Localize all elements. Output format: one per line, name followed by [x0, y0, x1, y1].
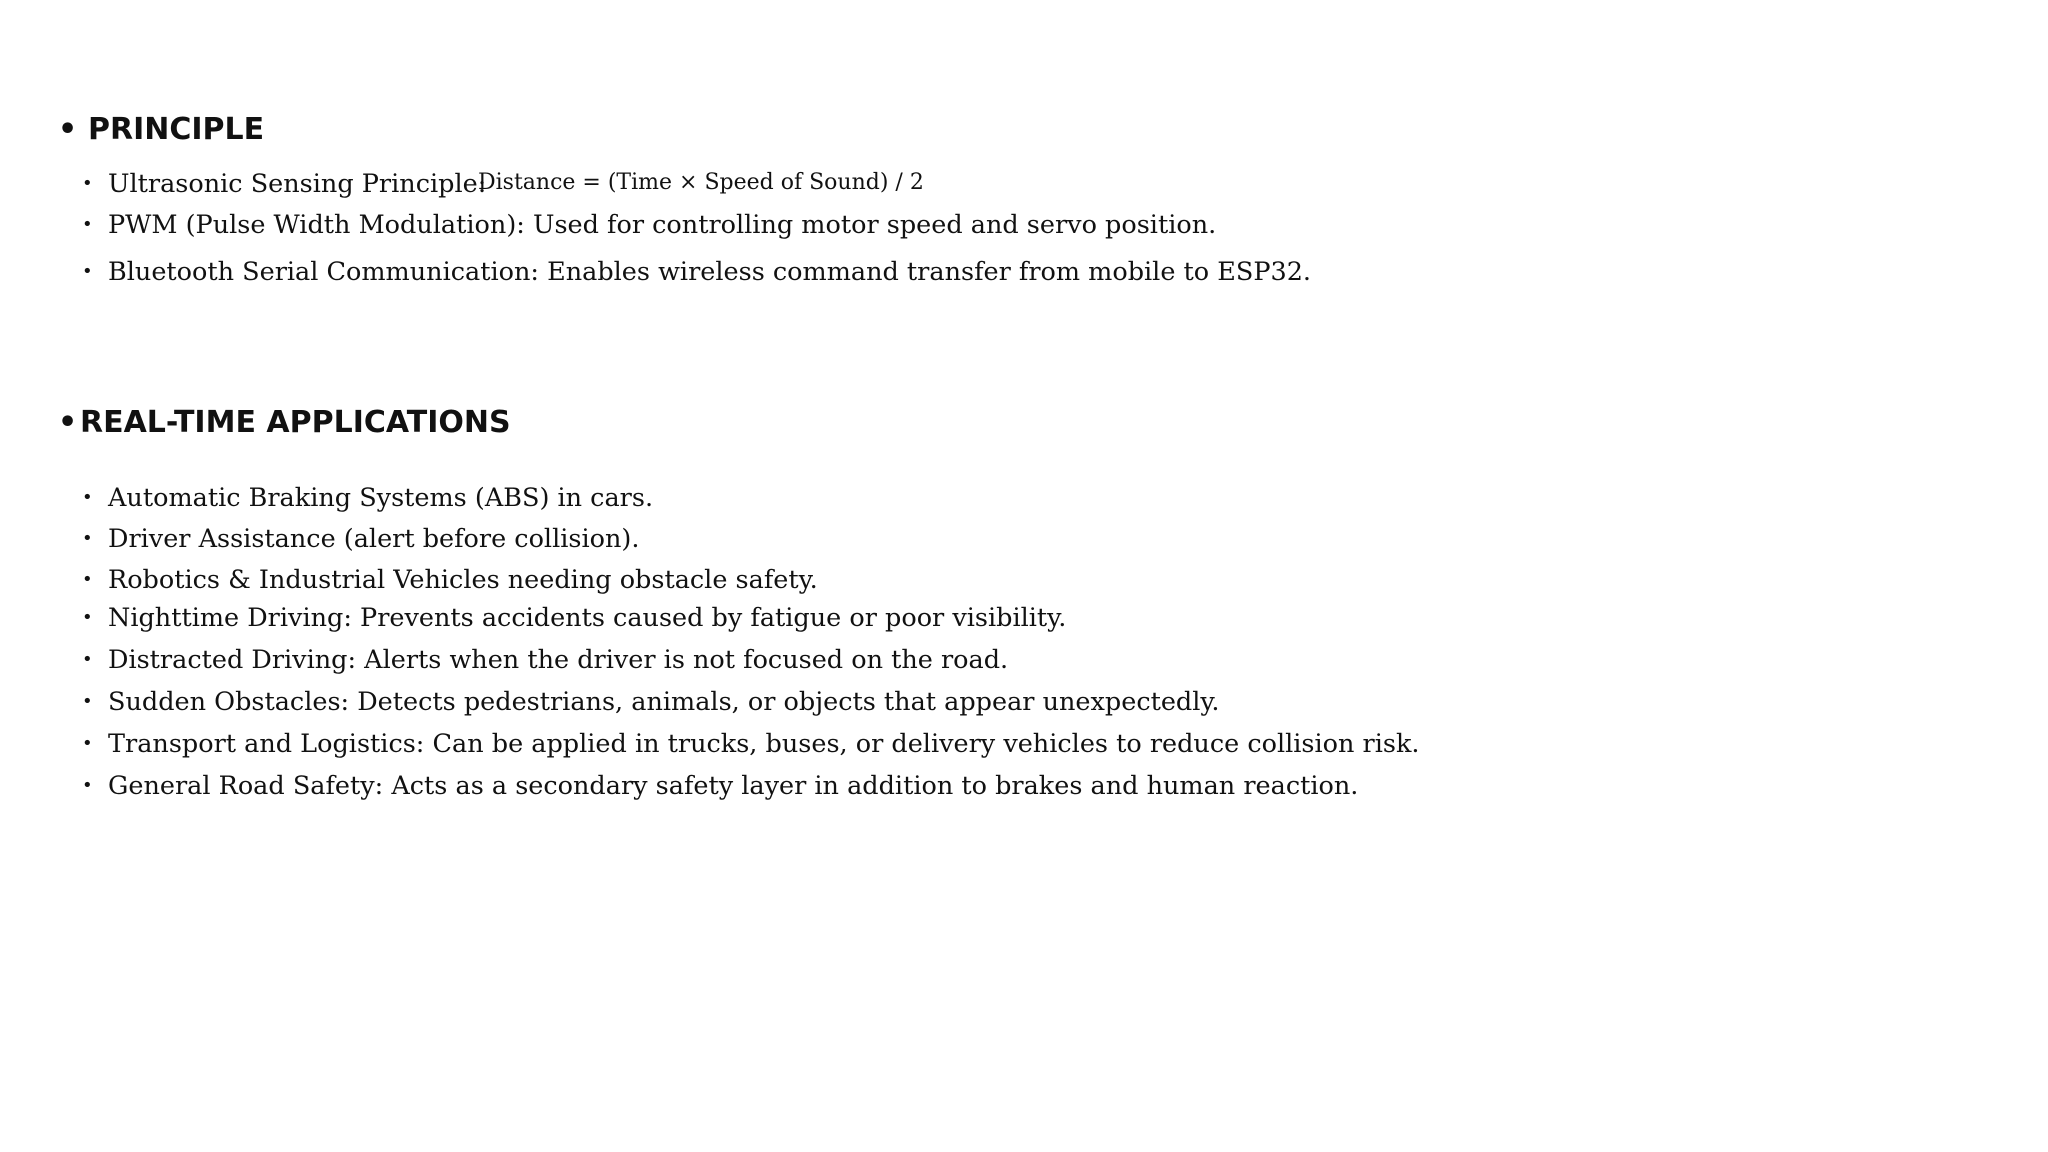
- application-item: General Road Safety: Acts as a secondary safety layer in addition to brakes and human reaction.: [108, 771, 1359, 801]
- bullet-icon: •: [58, 405, 78, 440]
- application-item: Sudden Obstacles: Detects pedestrians, animals, or objects that appear unexpectedly.: [108, 687, 1220, 717]
- bullet-icon: •: [58, 112, 78, 147]
- list-item: [82, 602, 1066, 634]
- bullet-icon: •: [82, 775, 93, 796]
- list-item: [82, 770, 1358, 802]
- list-item: [82, 256, 1311, 288]
- list-item: [82, 209, 1216, 241]
- bullet-icon: •: [82, 487, 93, 508]
- bullet-icon: •: [82, 649, 93, 670]
- bullet-icon: •: [82, 691, 93, 712]
- list-item: [82, 644, 1008, 676]
- principle-item-pwm: PWM (Pulse Width Modulation): Used for controlling motor speed and servo position.: [108, 210, 1217, 240]
- list-item: [82, 523, 639, 555]
- list-item: [82, 686, 1220, 718]
- list-item: [82, 728, 1420, 760]
- applications-heading-text: REAL-TIME APPLICATIONS: [80, 405, 511, 440]
- application-item: Nighttime Driving: Prevents accidents caused by fatigue or poor visibility.: [108, 603, 1067, 633]
- list-item: [82, 482, 653, 514]
- principle-heading: [58, 112, 264, 148]
- application-item: Automatic Braking Systems (ABS) in cars.: [108, 483, 654, 513]
- principle-item-ultrasonic: Ultrasonic Sensing Principle:: [108, 169, 487, 199]
- list-item: [82, 564, 818, 596]
- application-item: Driver Assistance (alert before collision).: [108, 524, 640, 554]
- bullet-icon: •: [82, 607, 93, 628]
- bullet-icon: •: [82, 733, 93, 754]
- distance-formula: Distance = (Time × Speed of Sound) / 2: [478, 170, 924, 195]
- applications-heading: [58, 405, 511, 441]
- bullet-icon: •: [82, 261, 93, 282]
- application-item: Robotics & Industrial Vehicles needing obstacle safety.: [108, 565, 818, 595]
- principle-heading-text: PRINCIPLE: [88, 112, 265, 147]
- bullet-icon: •: [82, 569, 93, 590]
- application-item: Distracted Driving: Alerts when the driver is not focused on the road.: [108, 645, 1009, 675]
- bullet-icon: •: [82, 528, 93, 549]
- bullet-icon: •: [82, 214, 93, 235]
- list-item: [82, 168, 486, 200]
- principle-item-bluetooth: Bluetooth Serial Communication: Enables wireless command transfer from mobile to ESP32.: [108, 257, 1312, 287]
- application-item: Transport and Logistics: Can be applied in trucks, buses, or delivery vehicles to reduce collision risk.: [108, 729, 1420, 759]
- bullet-icon: •: [82, 173, 93, 194]
